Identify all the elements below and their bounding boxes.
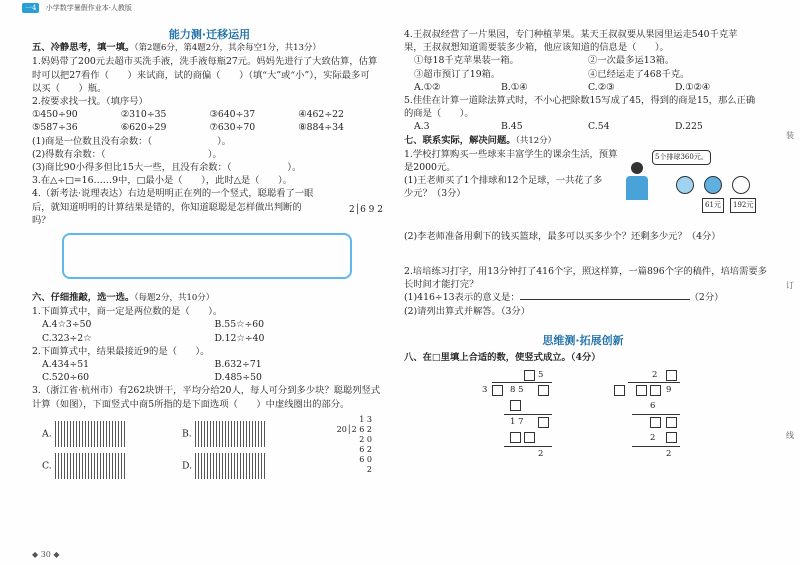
option: ②310÷35	[120, 109, 167, 121]
option-a[interactable]: A.3	[414, 121, 430, 133]
division-puzzles	[404, 364, 762, 464]
option-a[interactable]: A.①②	[414, 81, 441, 93]
rule	[632, 446, 680, 447]
section-6-note: （每题2分，共10分）	[134, 293, 215, 304]
option-b[interactable]	[182, 421, 265, 447]
option-d[interactable]: D.①②④	[675, 81, 711, 93]
step-digits: 1 7	[510, 417, 524, 428]
info-item: ①每18千克苹果装一箱。	[414, 55, 519, 67]
price-tag-football: 192元	[730, 198, 756, 213]
q5-4-line2: 后，就知道明明的计算结果是错的，你知道聪聪是怎样做出判断的	[32, 201, 302, 213]
q5-2-b: (2)得数有余数：（ ）。	[32, 148, 222, 160]
teacher-figure	[626, 162, 648, 202]
binding-mark: 线	[786, 431, 794, 440]
q7-2-sub1-score: （2分）	[689, 292, 724, 304]
speech-bubble: 5个排球360元。	[652, 150, 711, 165]
left-column	[32, 28, 387, 485]
grade-tag: 一4	[22, 3, 39, 13]
option-letter: B.	[182, 428, 192, 440]
q5-4-line1: 4.（新考法·说理表达）右边是明明正在列的一个竖式，聪聪看了一眼	[32, 188, 314, 200]
info-item: ②一次最多运13箱。	[588, 55, 675, 67]
q5-3: 3.在△÷□=16……9中，□最小是（ ），此时△是（ ）。	[32, 175, 292, 187]
step: 6 0	[359, 454, 372, 464]
blank-box[interactable]	[650, 417, 661, 428]
binding-mark: 装	[786, 131, 794, 140]
option-c[interactable]: C.②③	[588, 81, 615, 93]
rule	[504, 414, 552, 415]
option-d[interactable]	[182, 453, 265, 479]
basketball-icon	[704, 176, 722, 194]
option: ④462÷22	[298, 109, 344, 121]
q7-1-sub1-line2: 少元？（3分）	[404, 188, 466, 200]
q5-2-row1	[32, 108, 387, 121]
option: ⑤587÷36	[32, 122, 78, 134]
option-letter: C.	[42, 460, 52, 472]
page-header	[22, 3, 132, 13]
option-c[interactable]: C.323÷2☆	[42, 332, 92, 344]
q6-3-line2: 计算（如图），下面竖式中商5所指的是下面选项（ ）中虚线圈出的部分。	[32, 398, 350, 410]
q5-2-c: (3)商比90小得多但比15大一些，且没有余数：（ ）。	[32, 162, 302, 174]
q5-4-line3: 吗？	[32, 214, 51, 226]
section-6-head: 六、仔细推敲，选一选。	[32, 292, 135, 304]
quotient-digit: 5	[538, 370, 544, 381]
option-a[interactable]: A.4☆3÷50	[42, 319, 92, 331]
q6-4-line2: 果，王叔叔想知道需要装多少箱，他应该知道的信息是（ ）。	[404, 42, 669, 54]
quotient: 1 3	[359, 414, 372, 424]
step-digit: 6	[650, 401, 656, 412]
binding-mark: 订	[786, 281, 794, 290]
remainder: 2	[366, 464, 372, 474]
dividend: 8 5	[510, 385, 524, 396]
option: ③640÷37	[209, 109, 256, 121]
option: ①450÷90	[32, 109, 78, 121]
blank-box[interactable]	[510, 432, 521, 443]
q6-2: 2.下面算式中，结果最接近9的是（ ）。	[32, 345, 210, 357]
option-c[interactable]: C.520÷60	[42, 372, 90, 384]
blank-box[interactable]	[538, 385, 549, 396]
blank-box[interactable]	[538, 417, 549, 428]
info-item: ③超市预订了19箱。	[414, 68, 501, 80]
option-c[interactable]	[42, 453, 125, 479]
grid-picture-a	[55, 421, 125, 447]
rule	[504, 446, 552, 447]
remainder: 2	[666, 449, 672, 460]
q6-1: 1.下面算式中，商一定是两位数的是（ ）。	[32, 306, 223, 318]
q5-1-line1: 1.妈妈带了200元去超市买洗手液，洗手液每瓶27元。妈妈先进行了大致估算，估算	[32, 56, 378, 68]
q5-2-row2	[32, 121, 387, 134]
q7-2-sub1	[404, 291, 762, 304]
blank-box[interactable]	[636, 385, 647, 396]
grid-picture-c	[55, 453, 125, 479]
answer-box[interactable]	[62, 233, 352, 279]
step: 2 0	[359, 434, 372, 444]
option-b[interactable]: B.①④	[501, 81, 528, 93]
option: ⑦630÷70	[209, 122, 256, 134]
option-c[interactable]: C.54	[588, 121, 610, 133]
blank-box[interactable]	[492, 385, 503, 396]
section-8-head: 八、在□里填上合适的数，使竖式成立。（4分）	[404, 352, 601, 364]
divisor: 3	[482, 385, 488, 396]
blank-box[interactable]	[666, 432, 677, 443]
q5-2-a: (1)商是一位数且没有余数：（ ）。	[32, 135, 232, 147]
header-text: 小学数学暑假作业本·人教版	[45, 4, 132, 12]
blank-box[interactable]	[510, 400, 521, 411]
dividend-line: 20│2 6 2	[336, 424, 372, 434]
volleyball-icon	[676, 176, 694, 194]
blank-box[interactable]	[666, 417, 677, 428]
division-bar	[628, 382, 680, 383]
option: ⑧884÷34	[298, 122, 344, 134]
section-7-head: 七、联系实际，解决问题。	[404, 134, 516, 146]
grid-picture-d	[195, 453, 265, 479]
step-digit: 2	[650, 433, 656, 444]
answer-line[interactable]	[520, 299, 690, 300]
dividend-digit: 9	[666, 385, 672, 396]
price-tag-basketball: 61元	[702, 198, 724, 213]
page-number-text: 30	[40, 550, 51, 559]
football-icon	[732, 176, 750, 194]
section-7-note: （共12分）	[515, 135, 557, 146]
division-puzzle-2	[612, 368, 702, 464]
blank-box[interactable]	[666, 370, 677, 381]
section-5-head: 五、冷静思考，填一填。	[32, 42, 135, 54]
option-a[interactable]: A.434÷51	[42, 359, 90, 371]
long-division	[332, 415, 372, 475]
option-d[interactable]: D.485÷50	[214, 372, 262, 384]
option-b[interactable]: B.632÷71	[214, 359, 262, 371]
q5-1-line2: 时可以把27看作（ ）来试商，试的商偏（ ）（填“大”或“小”），实际最多可	[32, 69, 370, 81]
q6-5-line1: 5.佳佳在计算一道除法算式时，不小心把除数15写成了45，得到的商是15，那么正确	[404, 95, 756, 107]
option-letter: D.	[182, 460, 193, 472]
q7-2-sub1-text: (1)416÷13表示的意义是：	[404, 292, 520, 304]
section-title-thinking: 思维测·拓展创新	[542, 333, 624, 347]
q6-3-line1: 3.（浙江省·杭州市）有262块饼干，平均分给20人，每人可分到多少块？聪聪列竖式	[32, 385, 381, 397]
q6-5-line2: 的商是（ ）。	[404, 108, 474, 120]
q7-1-sub2: (2)李老师准备用剩下的钱买篮球，最多可以买多少个？还剩多少元？（4分）	[404, 230, 721, 242]
q7-1-sub1-line1: (1)王老师买了1个排球和12个足球，一共花了多	[404, 175, 603, 187]
quotient-digit: 2	[652, 370, 658, 381]
page-number: ◆ 30 ◆	[32, 550, 60, 559]
right-column	[404, 28, 767, 464]
section-title-ability: 能力测·迁移运用	[168, 28, 251, 41]
q5-2: 2.按要求找一找。（填序号）	[32, 96, 148, 108]
option: ⑥620÷29	[120, 122, 167, 134]
option-b[interactable]: B.55☆÷60	[214, 319, 265, 331]
q7-2-sub2: (2)请列出算式并解答。（3分）	[404, 305, 530, 317]
division-sketch: 2│6 9 2	[348, 204, 383, 215]
section-5-note: （第2题6分，第4题2分，其余每空1分，共13分）	[134, 43, 321, 54]
q7-1-line1: 1.学校打算购买一些球来丰富学生的课余生活，预算	[404, 148, 618, 160]
q5-1-line3: 以买（ ）瓶。	[32, 82, 107, 94]
head	[631, 162, 643, 174]
q7-1-line2: 是2000元。	[404, 162, 456, 174]
remainder: 2	[538, 449, 544, 460]
q6-4-line1: 4.王叔叔经营了一片果园，专门种植苹果。某天王叔叔要从果园里运走540千克苹	[404, 29, 738, 40]
body	[626, 176, 648, 200]
step: 6 2	[359, 444, 372, 454]
option-a[interactable]	[42, 421, 125, 447]
info-item: ④已经运走了468千克。	[588, 68, 690, 80]
q7-2-line2: 长时间才能打完？	[404, 279, 479, 291]
option-b[interactable]: B.45	[501, 121, 523, 133]
option-d[interactable]: D.225	[675, 121, 703, 133]
option-letter: A.	[42, 428, 52, 440]
blank-box[interactable]	[650, 385, 661, 396]
q7-2-line1: 2.培培练习打字，用13分钟打了416个字，照这样算，一篇896个字的稿件，培培需要多	[404, 266, 767, 278]
division-bar	[492, 382, 552, 383]
option-d[interactable]: D.12☆÷40	[214, 332, 265, 344]
grid-picture-b	[195, 421, 265, 447]
blank-box[interactable]	[524, 432, 535, 443]
division-puzzle-1	[480, 368, 570, 464]
rule	[632, 414, 680, 415]
blank-box[interactable]	[614, 385, 625, 396]
blank-box[interactable]	[524, 370, 535, 381]
